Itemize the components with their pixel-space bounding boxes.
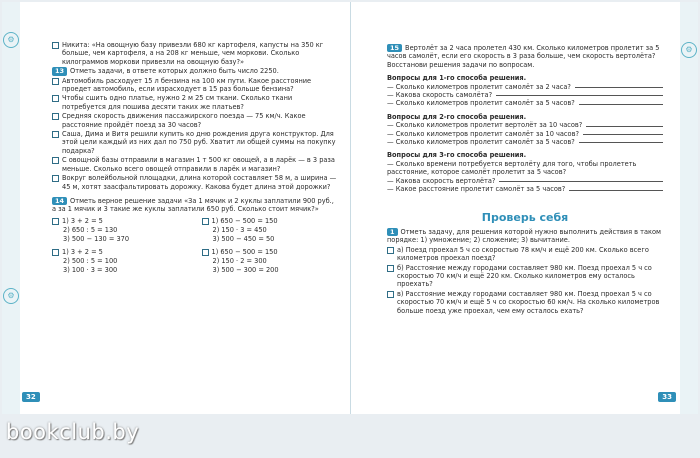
answer-line[interactable]: — Сколько километров пролетит самолёт за 5 часов? [387,138,663,146]
solution-option[interactable]: 1) 3 + 2 = 5 2) 500 : 5 = 100 3) 100 · 3 = 300 [52,247,188,274]
checkbox[interactable] [387,247,394,254]
textbook-spread [2,2,698,414]
tip-icon: ⚙ [681,42,697,58]
section-title: Проверь себя [481,210,569,224]
task-13-option[interactable]: Вокруг волейбольной площадки, длина которой составляет 58 м, а ширина — 45 м, хотят заасфальтировать дорожку. Какова будет длина этой дорожки? [52,174,337,191]
solution-options [52,216,337,278]
checkbox[interactable] [52,78,59,85]
answer-line[interactable]: — Сколько километров пролетит вертолёт за 10 часов? [387,121,663,129]
page-number-left: 32 [22,392,40,402]
checkbox[interactable] [387,265,394,272]
page-number-right: 33 [658,392,676,402]
right-margin-rail [680,2,698,414]
task-number-badge: 14 [52,197,67,205]
tip-icon: ⚙ [3,288,19,304]
tip-icon: ⚙ [3,32,19,48]
task-13-option[interactable]: С овощной базы отправили в магазин 1 т 500 кг овощей, а в ларёк — в 3 раза меньше. Сколько всего овощей отправили в ларёк и магазин? [52,156,337,173]
checkbox[interactable] [52,113,59,120]
checkbox[interactable] [52,218,59,225]
task-13-option[interactable]: Чтобы сшить одно платье, нужно 2 м 25 см ткани. Сколько ткани потребуется для пошива десяти таких же платьев? [52,94,337,111]
checkbox[interactable] [52,131,59,138]
task-13: 13 Отметь задачи, в ответе которых должно быть число 2250. Автомобиль расходует 15 л бензина на 100 км пути. Какое расстояние проедет автомобиль, если израсходует в 15 раз больше бензина? Чтобы сшить одно платье, нужно 2 м 25 см ткани. Сколько ткани потребуется для пошива десяти таких же платьев? Средняя скорость движения пассажирского поезда — 75 км/ч. Какое расстояние пройдёт поезд за 30 часов? Саша, Дима и Витя решили купить ко дню рождения друга конструктор. Для этой цели каждый из них дал по 750 руб. Хватит ли общей суммы на покупку подарка? С овощной базы отправили в магазин 1 т 500 кг овощей, а в ларёк — в 3 раза меньше. Сколько всего овощей отправили в ларёк и магазин? Вокруг волейбольной площадки, длина которой составляет 58 м, а ширина — 45 м, хотят заасфальтировать дорожку. Какова будет длина этой дорожки? [52,67,337,191]
left-page [2,2,351,414]
checkbox[interactable] [52,175,59,182]
task-13-option[interactable]: Автомобиль расходует 15 л бензина на 100 км пути. Какое расстояние проедет автомобиль, если израсходует в 15 раз больше бензина? [52,77,337,94]
checkbox[interactable] [202,218,209,225]
left-margin-rail [2,2,20,414]
task-1: 1 Отметь задачу, для решения которой нужно выполнить действия в таком порядке: 1) умножение; 2) сложение; 3) вычитание. а) Поезд проехал 5 ч со скоростью 78 км/ч и ещё 200 км. Сколько всего километров проехал поезд? б) Расстояние между городами составляет 980 км. Поезд проехал 5 ч со скоростью 70 км/ч и ещё 220 км. Сколько километров ему осталось проехать? в) Расстояние между городами составляет 980 км. Поезд проехал 5 ч со скоростью 70 км/ч и ещё 5 ч со скоростью 60 км/ч. На сколько километров больше поезд уже проехал, чем ему осталось ехать? [387,227,661,315]
solution-option[interactable]: 1) 650 − 500 = 150 2) 150 · 2 = 300 3) 500 − 300 = 200 [202,247,338,274]
task-1-option[interactable]: б) Расстояние между городами составляет 980 км. Поезд проехал 5 ч со скоростью 70 км/ч и ещё 220 км. Сколько километров ему осталось проехать? [387,264,663,289]
task-number-badge: 15 [387,44,402,52]
checkbox[interactable] [52,157,59,164]
checkbox[interactable] [52,42,59,49]
task-number-badge: 1 [387,228,398,236]
checkbox[interactable] [52,95,59,102]
task-1-option[interactable]: в) Расстояние между городами составляет 980 км. Поезд проехал 5 ч со скоростью 70 км/ч и ещё 5 ч со скоростью 60 км/ч. На сколько километров больше поезд уже проехал, чем ему осталось ехать? [387,290,663,315]
task-13-option[interactable]: Средняя скорость движения пассажирского поезда — 75 км/ч. Какое расстояние пройдёт поезд за 30 часов? [52,112,337,129]
task-13-option[interactable]: Саша, Дима и Витя решили купить ко дню рождения друга конструктор. Для этой цели каждый из них дал по 750 руб. Хватит ли общей суммы на покупку подарка? [52,130,337,155]
checkbox[interactable] [202,249,209,256]
right-page [351,2,698,414]
answer-line[interactable]: — Сколько километров пролетит самолёт за 2 часа? [387,83,663,91]
task-1-option[interactable]: а) Поезд проехал 5 ч со скоростью 78 км/ч и ещё 200 км. Сколько всего километров проехал поезд? [387,246,663,263]
answer-line[interactable]: — Сколько километров пролетит самолёт за 10 часов? [387,130,663,138]
checkbox[interactable] [52,249,59,256]
answer-line[interactable]: — Сколько километров пролетит самолёт за 5 часов? [387,99,663,107]
checkbox[interactable] [387,291,394,298]
task-15: 15 Вертолёт за 2 часа пролетел 430 км. Сколько километров пролетит за 5 часов самолёт, если его скорость в 3 раза больше, чем скорость вертолёта? Восстанови решения задачи по вопросам. Вопросы для 1-го способа решения. — Сколько километров пролетит самолёт за 2 часа? — Какова скорость самолёта? — Сколько километров пролетит самолёт за 5 часов? Вопросы для 2-го способа решения. — Сколько километров пролетит вертолёт за 10 часов? — Сколько километров пролетит самолёт за 10 часов? — Сколько километров пролетит самолёт за 5 часов? Вопросы для 3-го способа решения. — Сколько времени потребуется вертолёту для того, чтобы пролететь расстояние, которое самолёт пролетит за 5 часов? — Какова скорость вертолёта? — Какое расстояние пролетит самолёт за 5 часов? [387,44,663,194]
answer-line[interactable]: — Какова скорость вертолёта? [387,177,663,185]
answer-line[interactable]: — Какова скорость самолёта? [387,91,663,99]
watermark-logo: bookclub.by [6,420,140,444]
intro-checkbox-item[interactable]: Никита: «На овощную базу привезли 680 кг картофеля, капусты на 350 кг больше, чем картофеля, а на 208 кг меньше, чем моркови. Сколько килограммов моркови привезли на овощную базу?» [52,41,337,66]
solution-option[interactable]: 1) 3 + 2 = 5 2) 650 : 5 = 130 3) 500 − 130 = 370 [52,216,188,243]
answer-line[interactable]: — Сколько времени потребуется вертолёту для того, чтобы пролететь расстояние, которое самолёт пролетит за 5 часов? [387,159,637,177]
task-number-badge: 13 [52,67,67,75]
left-page-content [52,40,337,284]
task-14: 14 Отметь верное решение задачи «За 1 мячик и 2 куклы заплатили 900 руб., а за 1 мячик и 3 такие же куклы заплатили 650 руб. Сколько стоит мячик?» 1) 3 + 2 = 5 2) 650 : 5 = 130 3) 500 − 130 = 370 1) 650 − 500 = 150 2) 150 · 3 = 450 3) 500 − 450 = 50 1) 3 + 2 = 5 2) 500 : 5 = 100 3) 100 · 3 = 300 1) 650 − 500 = 150 2) 150 · 2 = 300 3) 500 − 300 = 200 [52,197,337,278]
solution-option[interactable]: 1) 650 − 500 = 150 2) 150 · 3 = 450 3) 500 − 450 = 50 [202,216,338,243]
right-page-content [387,44,663,321]
answer-line[interactable]: — Какое расстояние пролетит самолёт за 5 часов? [387,185,663,193]
